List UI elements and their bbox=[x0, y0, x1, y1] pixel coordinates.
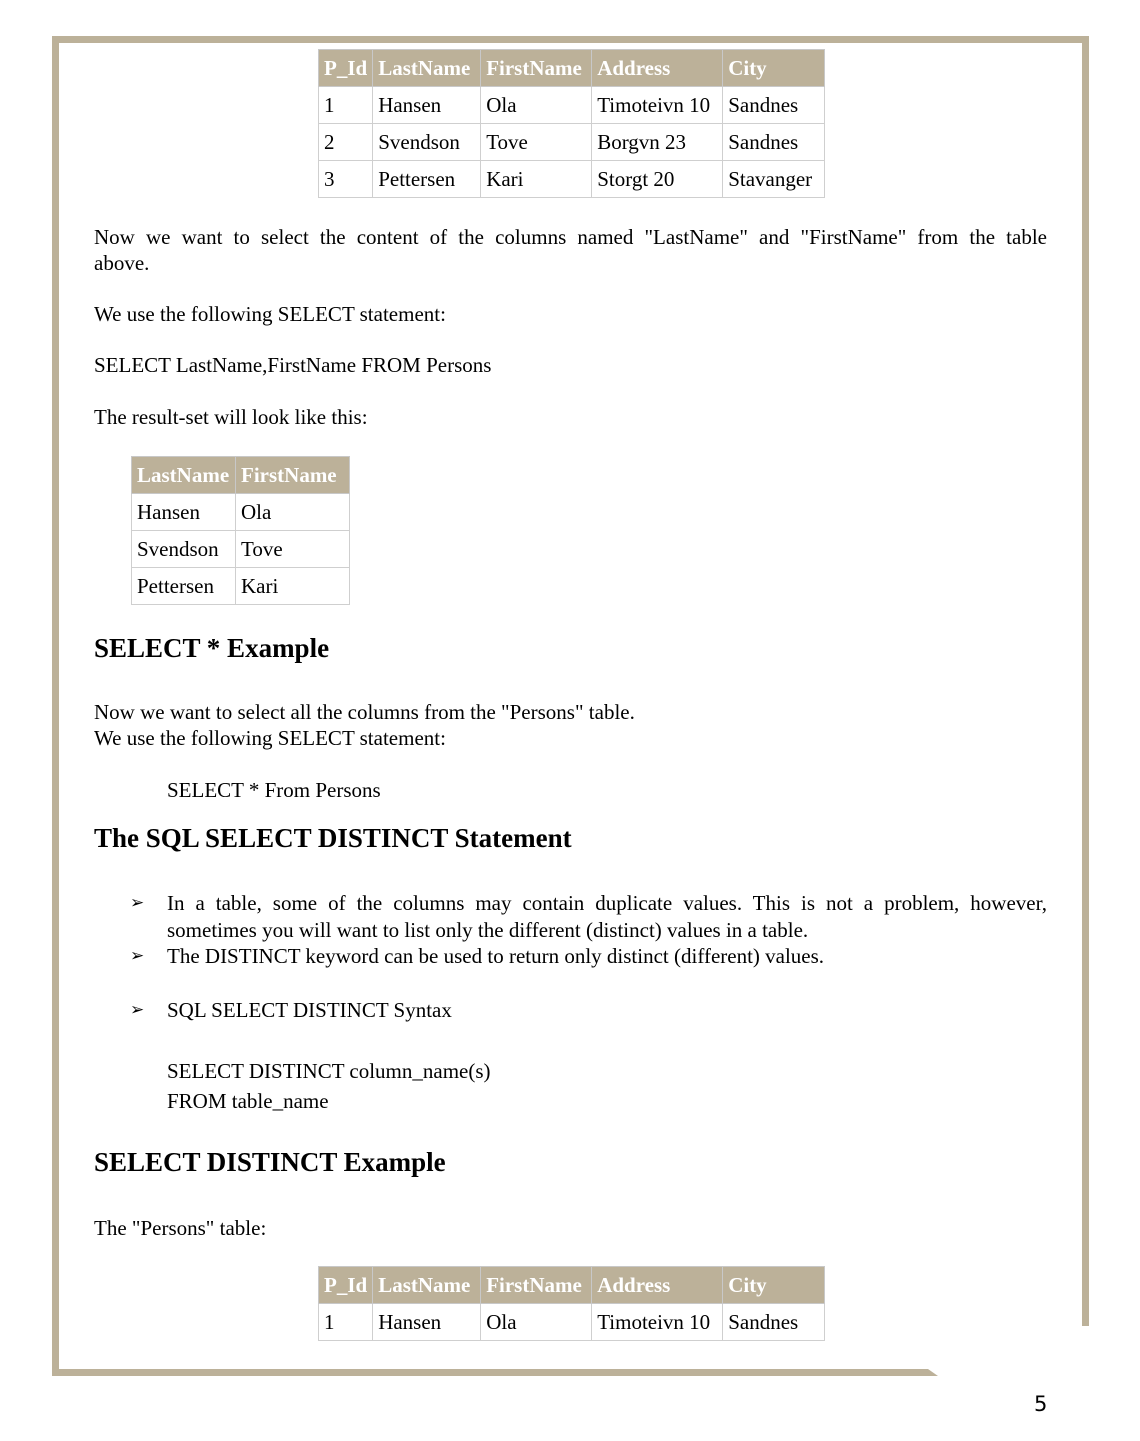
table-cell: Pettersen bbox=[373, 161, 481, 198]
table-cell: Sandnes bbox=[723, 124, 825, 161]
table-cell: Ola bbox=[236, 494, 350, 531]
distinct-example-heading: SELECT DISTINCT Example bbox=[94, 1147, 446, 1177]
table-row bbox=[319, 87, 825, 124]
table-row bbox=[319, 1304, 825, 1341]
table-row bbox=[319, 161, 825, 198]
table-header-row bbox=[319, 50, 825, 87]
table-cell: Hansen bbox=[373, 87, 481, 124]
use-statement-text: We use the following SELECT statement: bbox=[94, 302, 446, 326]
page-frame-top bbox=[52, 36, 1089, 43]
table-row bbox=[132, 531, 350, 568]
distinct-syntax-line2: FROM table_name bbox=[167, 1089, 329, 1113]
column-header: FirstName bbox=[236, 457, 350, 494]
result-set-label: The result-set will look like this: bbox=[94, 405, 368, 429]
table-row bbox=[132, 568, 350, 605]
table-cell: Ola bbox=[481, 1304, 592, 1341]
table-cell: Hansen bbox=[373, 1304, 481, 1341]
select-all-line1: Now we want to select all the columns from the "Persons" table. bbox=[94, 700, 635, 724]
table-cell: Sandnes bbox=[723, 87, 825, 124]
table-cell: Tove bbox=[236, 531, 350, 568]
table-cell: Svendson bbox=[373, 124, 481, 161]
column-header: Address bbox=[592, 1267, 723, 1304]
distinct-syntax-line1: SELECT DISTINCT column_name(s) bbox=[167, 1059, 491, 1083]
column-header: Address bbox=[592, 50, 723, 87]
table-cell: Ola bbox=[481, 87, 592, 124]
select-all-line2: We use the following SELECT statement: bbox=[94, 726, 446, 750]
column-header: P_Id bbox=[319, 50, 373, 87]
arrow-bullet-icon: ➢ bbox=[130, 893, 145, 913]
select-all-heading: SELECT * Example bbox=[94, 633, 330, 663]
page-number: 5 bbox=[1034, 1392, 1048, 1416]
table-cell: 2 bbox=[319, 124, 373, 161]
table-cell: Borgvn 23 bbox=[592, 124, 723, 161]
table-cell: Svendson bbox=[132, 531, 236, 568]
arrow-bullet-icon: ➢ bbox=[130, 946, 145, 966]
table-cell: 1 bbox=[319, 87, 373, 124]
column-header: LastName bbox=[373, 50, 481, 87]
column-header: FirstName bbox=[481, 50, 592, 87]
table-cell: 3 bbox=[319, 161, 373, 198]
column-header: FirstName bbox=[481, 1267, 592, 1304]
persons-table-label: The "Persons" table: bbox=[94, 1216, 267, 1240]
column-header: LastName bbox=[132, 457, 236, 494]
table-cell: Storgt 20 bbox=[592, 161, 723, 198]
column-header: City bbox=[723, 50, 825, 87]
page-frame-bottom bbox=[52, 1369, 938, 1376]
page-frame-right bbox=[1082, 36, 1089, 1326]
table-cell: Sandnes bbox=[723, 1304, 825, 1341]
table-cell: Timoteivn 10 bbox=[592, 87, 723, 124]
table-cell: Hansen bbox=[132, 494, 236, 531]
column-header: P_Id bbox=[319, 1267, 373, 1304]
column-header: LastName bbox=[373, 1267, 481, 1304]
bullet-text: The DISTINCT keyword can be used to return only distinct (different) values. bbox=[167, 944, 825, 968]
persons-table bbox=[318, 49, 825, 198]
arrow-bullet-icon: ➢ bbox=[130, 1000, 145, 1020]
intro-paragraph-line1: Now we want to select the content of the columns named "LastName" and "FirstName" from the table bbox=[94, 225, 1047, 249]
bullet-text: SQL SELECT DISTINCT Syntax bbox=[167, 998, 452, 1022]
bullet-text: In a table, some of the columns may contain duplicate values. This is not a problem, however, bbox=[167, 891, 1047, 915]
table-cell: Kari bbox=[481, 161, 592, 198]
table-cell: Tove bbox=[481, 124, 592, 161]
table-cell: Timoteivn 10 bbox=[592, 1304, 723, 1341]
table-cell: Kari bbox=[236, 568, 350, 605]
table-cell: 1 bbox=[319, 1304, 373, 1341]
bullet-text-continued: sometimes you will want to list only the different (distinct) values in a table. bbox=[167, 918, 809, 942]
distinct-heading: The SQL SELECT DISTINCT Statement bbox=[94, 823, 572, 853]
intro-paragraph-line2: above. bbox=[94, 251, 150, 275]
column-header: City bbox=[723, 1267, 825, 1304]
table-row bbox=[319, 124, 825, 161]
table-row bbox=[132, 494, 350, 531]
table-cell: Pettersen bbox=[132, 568, 236, 605]
result-table bbox=[131, 456, 350, 605]
page-frame-left bbox=[52, 36, 59, 1376]
table-header-row bbox=[132, 457, 350, 494]
select-all-query: SELECT * From Persons bbox=[167, 778, 381, 802]
persons-table-2 bbox=[318, 1266, 825, 1341]
table-header-row bbox=[319, 1267, 825, 1304]
table-cell: Stavanger bbox=[723, 161, 825, 198]
select-columns-query: SELECT LastName,FirstName FROM Persons bbox=[94, 353, 492, 377]
